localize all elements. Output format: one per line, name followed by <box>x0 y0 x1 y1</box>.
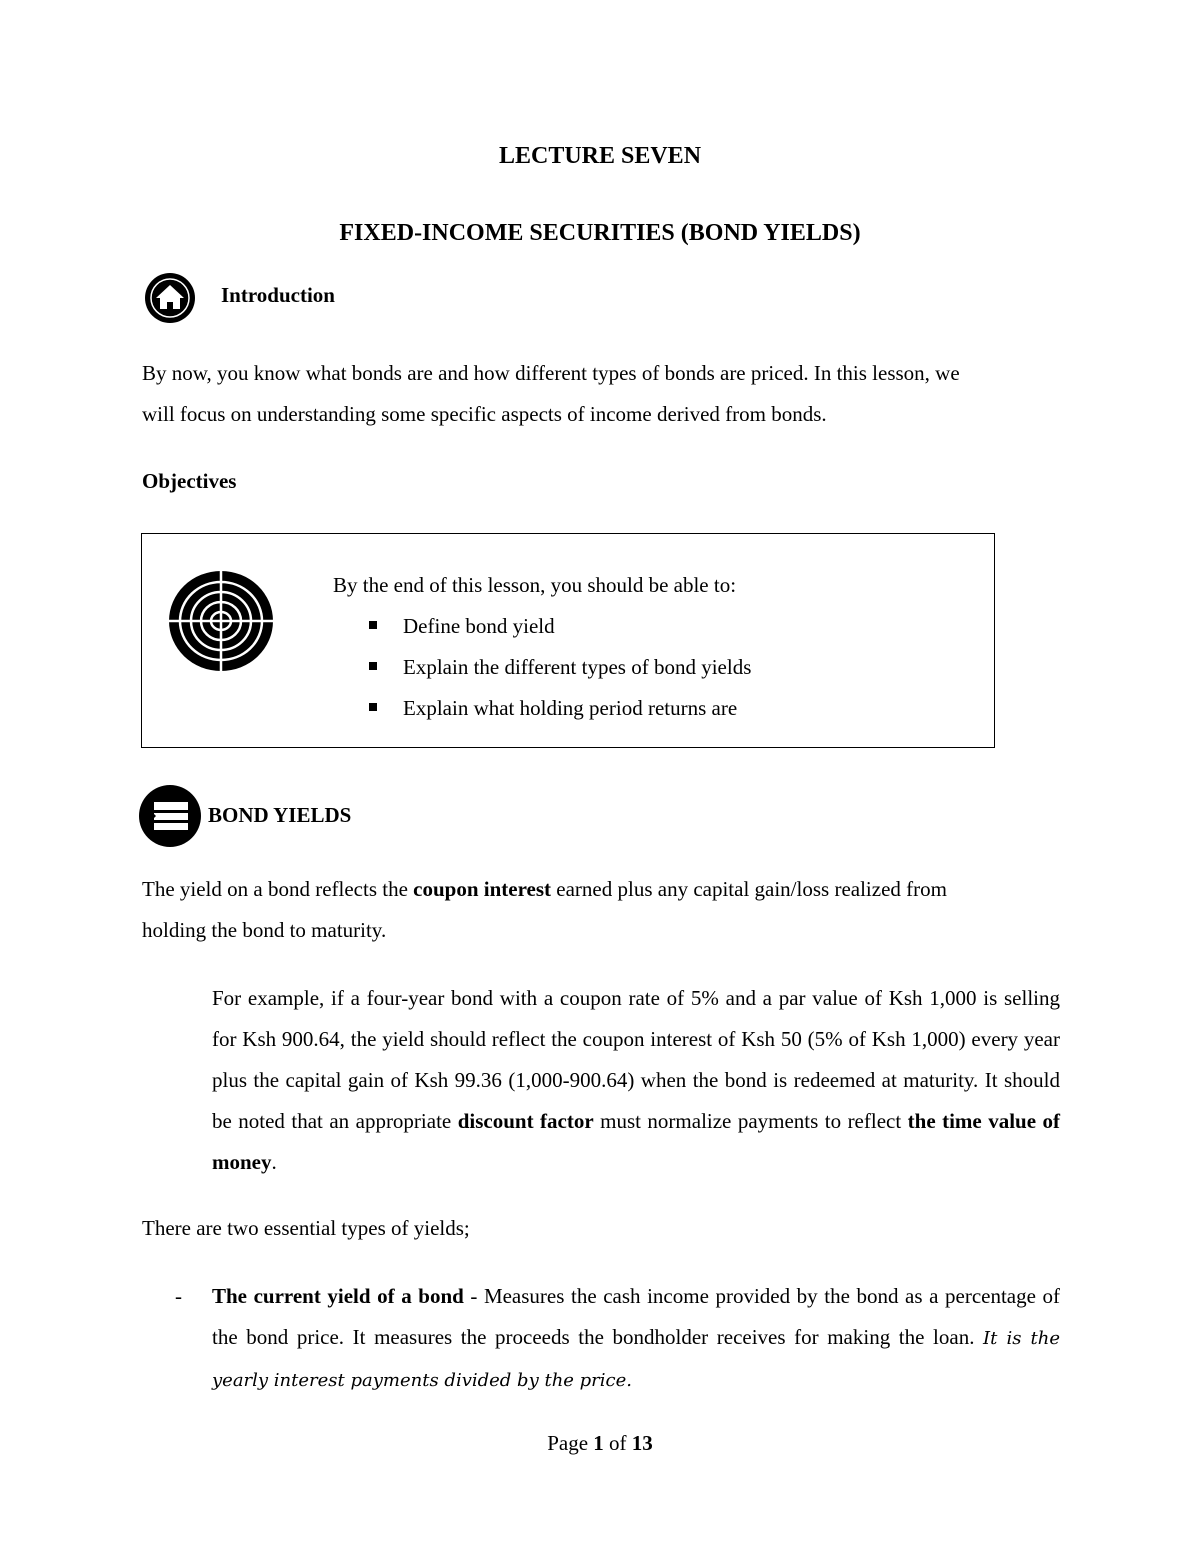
document-icon <box>138 784 202 848</box>
target-icon <box>168 570 274 672</box>
bullet-icon <box>369 621 377 629</box>
coupon-interest-term: coupon interest <box>413 877 552 901</box>
page-total: 13 <box>631 1431 653 1455</box>
types-intro: There are two essential types of yields; <box>142 1216 470 1240</box>
objectives-list <box>333 565 933 729</box>
list-item <box>333 688 933 729</box>
definition-line-2: holding the bond to maturity. <box>142 918 387 942</box>
home-icon <box>144 272 196 324</box>
dash-marker: - <box>175 1284 182 1308</box>
current-yield-text <box>212 1276 1060 1401</box>
list-item <box>142 1276 1060 1401</box>
example-text-end: . <box>271 1150 277 1174</box>
page-number <box>0 1431 1200 1456</box>
page-title: FIXED-INCOME SECURITIES (BOND YIELDS) <box>339 220 861 246</box>
objective-text: Explain the different types of bond yields <box>403 655 752 679</box>
page-current: 1 <box>593 1431 604 1455</box>
definition-line-1 <box>142 869 1060 910</box>
current-yield-description: - Measures the cash income provided by the bond as a percentage of the bond price. It measures the proceeds the bondholder receives for making the loan. <box>212 1284 1060 1349</box>
current-yield-formula-text: It is the yearly interest payments divided by the price. <box>212 1328 1060 1391</box>
bullet-icon <box>369 703 377 711</box>
introduction-text <box>142 353 1060 435</box>
list-item <box>333 647 933 688</box>
objectives-lead: By the end of this lesson, you should be able to: <box>333 573 737 597</box>
lecture-title: LECTURE SEVEN <box>498 143 702 169</box>
introduction-line-1: By now, you know what bonds are and how different types of bonds are priced. In this lesson, we <box>142 361 960 385</box>
objective-text: Define bond yield <box>403 614 555 638</box>
time-value-term: the time value of money <box>212 1109 1060 1174</box>
definition-text-a: The yield on a bond reflects the <box>142 877 414 901</box>
discount-factor-term: discount factor <box>457 1109 594 1133</box>
objective-text: Explain what holding period returns are <box>403 696 738 720</box>
example-paragraph <box>212 978 1060 1183</box>
bullet-icon <box>369 662 377 670</box>
objectives-heading: Objectives <box>142 469 237 493</box>
list-item <box>333 606 933 647</box>
introduction-heading: Introduction <box>221 283 335 307</box>
introduction-line-2: will focus on understanding some specific aspects of income derived from bonds. <box>142 402 827 426</box>
bond-yield-definition <box>142 869 1060 951</box>
page-of: of <box>603 1431 632 1455</box>
definition-text-b: earned plus any capital gain/loss realized from <box>551 877 947 901</box>
bond-yields-heading: BOND YIELDS <box>208 803 352 827</box>
current-yield-term: The current yield of a bond <box>212 1284 464 1308</box>
example-text: For example, if a four-year bond with a coupon rate of 5% and a par value of Ksh 1,000 is selling for Ksh 900.64, the yield should reflect the coupon interest of Ksh 50 (5% of Ksh 1,000) every year plus the capital gain of Ksh 99.36 (1,000-900.64) when the bond is redeemed at maturity. It should be noted that an appropriate <box>212 986 1060 1133</box>
example-text-mid: must normalize payments to reflect <box>593 1109 908 1133</box>
page-label: Page <box>547 1431 594 1455</box>
